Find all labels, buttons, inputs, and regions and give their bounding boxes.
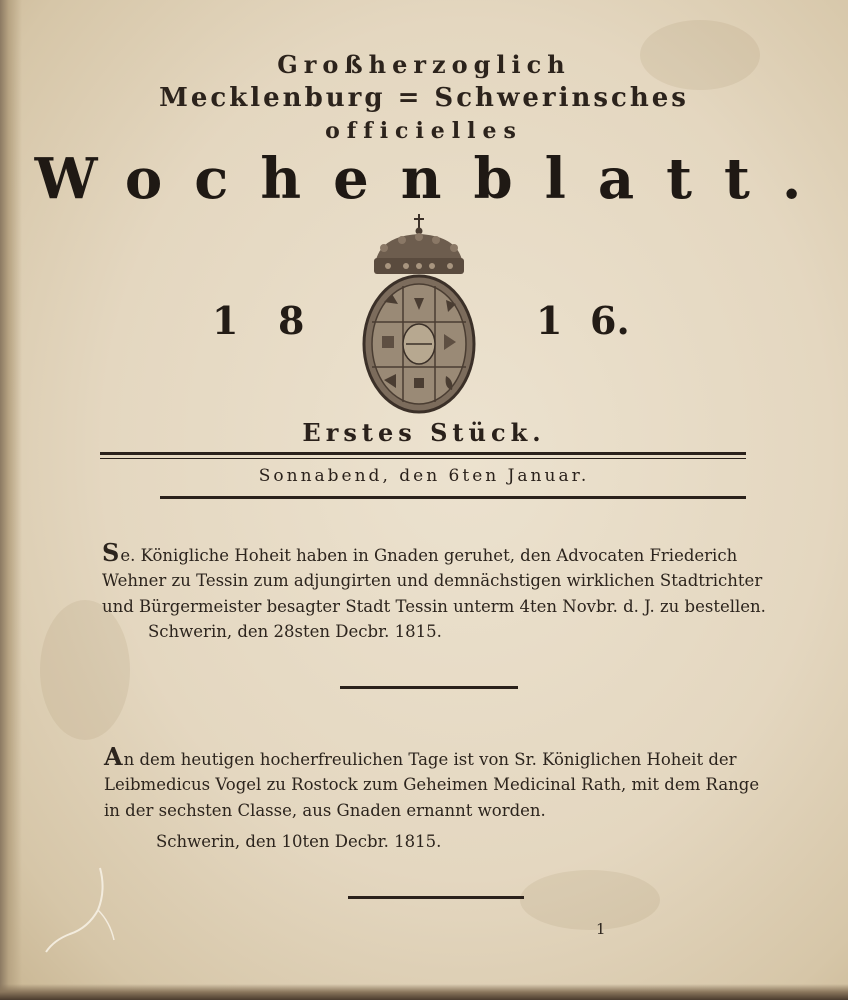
year-digit-2: 8 xyxy=(278,298,305,343)
paper-stain xyxy=(40,600,130,740)
top-rule xyxy=(100,452,746,455)
masthead-line-3: officielles xyxy=(325,118,523,144)
bottom-rule xyxy=(160,496,746,499)
masthead-title: Wochenblatt. xyxy=(34,146,834,212)
notice-2-dropcap: A xyxy=(104,742,124,771)
top-rule-hairline xyxy=(100,458,746,459)
paper-tear-mark xyxy=(40,860,120,960)
notice-1-signature: Schwerin, den 28sten Decbr. 1815. xyxy=(148,622,442,641)
notice-1-line-3: und Bürgermeister besagter Stadt Tessin unterm 4ten Novbr. d. J. zu bestellen. xyxy=(102,597,766,616)
paper-stain xyxy=(520,870,660,930)
notice-1-line-2: Wehner zu Tessin zum adjungirten und demnächstigen wirklichen Stadtrichter xyxy=(102,571,763,590)
year-digit-4: 6. xyxy=(590,298,630,343)
coat-of-arms-icon xyxy=(362,212,476,417)
masthead-line-2: Mecklenburg = Schwerinsches xyxy=(159,83,689,113)
notice-2-line-2: Leibmedicus Vogel zu Rostock zum Geheimen Medicinal Rath, mit dem Range xyxy=(104,775,760,794)
notice-1-line-1-text: e. Königliche Hoheit haben in Gnaden geruhet, den Advocaten Friederich xyxy=(120,546,738,565)
separator-rule xyxy=(340,686,518,689)
notice-1-line-1 xyxy=(102,540,737,569)
masthead-line-1: Großherzoglich xyxy=(277,50,571,79)
notice-2-signature: Schwerin, den 10ten Decbr. 1815. xyxy=(156,832,442,851)
notice-2-line-1-text: n dem heutigen hocherfreulichen Tage ist von Sr. Königlichen Hoheit der xyxy=(123,750,737,769)
year-digit-1: 1 xyxy=(212,298,239,343)
page-number: 1 xyxy=(596,920,606,938)
issue-number: Erstes Stück. xyxy=(302,418,546,447)
page-bottom-edge xyxy=(0,984,848,1000)
year-digit-3: 1 xyxy=(536,298,563,343)
notice-2-line-1 xyxy=(104,744,737,773)
notice-2-line-3: in der sechsten Classe, aus Gnaden ernannt worden. xyxy=(104,801,546,820)
issue-date: Sonnabend, den 6ten Januar. xyxy=(258,466,590,486)
separator-rule-2 xyxy=(348,896,524,899)
notice-1-dropcap: S xyxy=(102,538,121,567)
